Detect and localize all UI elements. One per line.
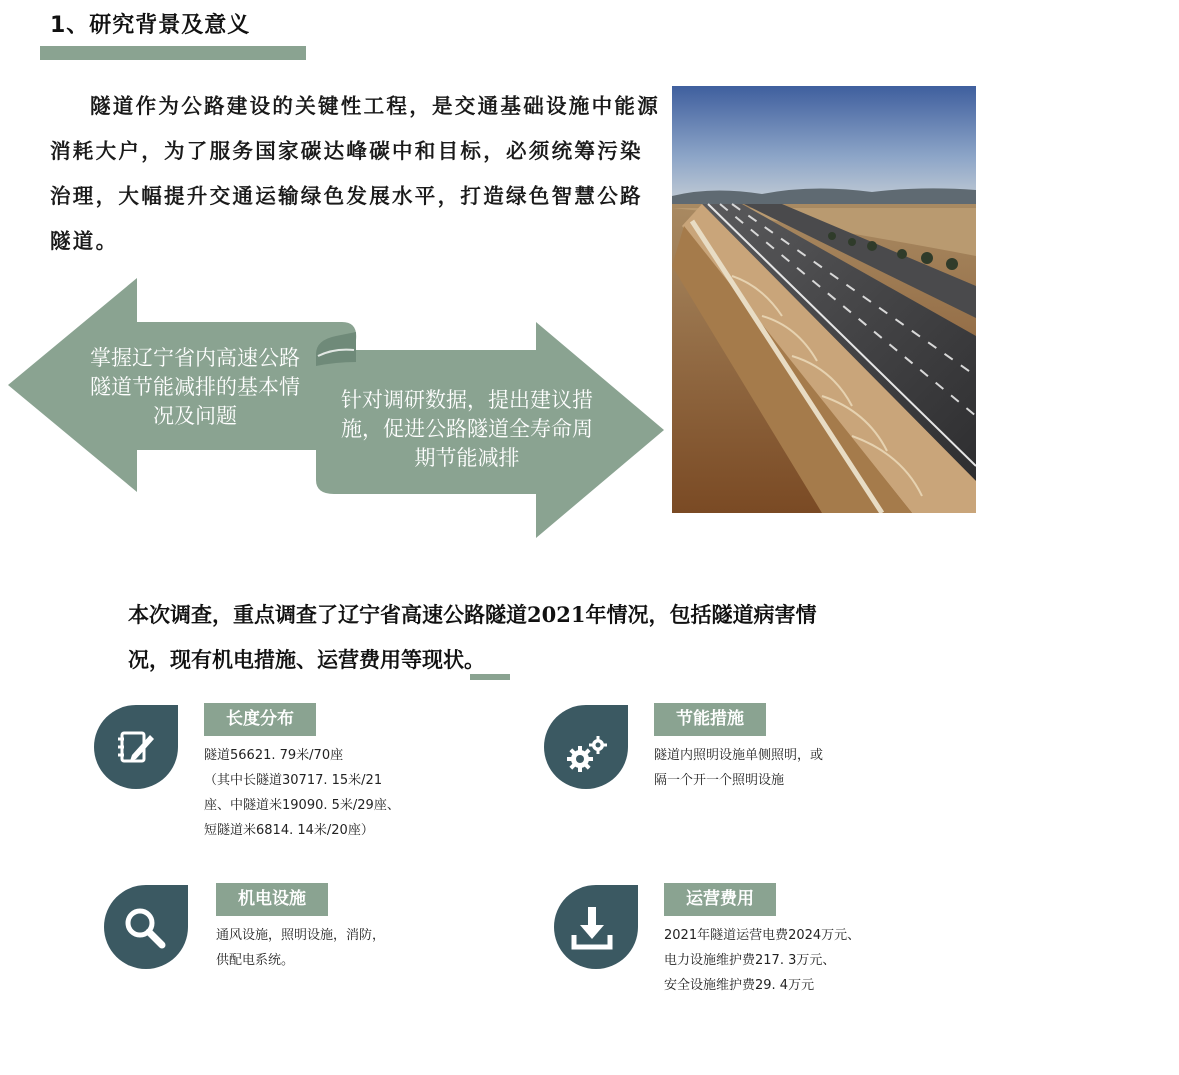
label-operating-cost: 运营费用: [664, 883, 776, 916]
label-length-distribution: 长度分布: [204, 703, 316, 736]
arrow-right-text: 针对调研数据，提出建议措施，促进公路隧道全寿命周期节能减排: [341, 388, 593, 470]
arrow-left-text: 掌握辽宁省内高速公路隧道节能减排的基本情况及问题: [90, 346, 300, 428]
desc-energy-saving: 隧道内照明设施单侧照明，或 隔一个开一个照明设施: [654, 748, 824, 788]
label-mechanical-electrical: 机电设施: [216, 883, 328, 916]
notebook-edit-icon: [92, 703, 180, 791]
title-underline-bar: [40, 46, 306, 60]
label-energy-saving: 节能措施: [654, 703, 766, 736]
desc-mechanical-electrical: 通风设施，照明设施，消防， 供配电系统。: [216, 928, 386, 968]
desc-length-distribution: 隧道56621. 79米/70座 （其中长隧道30717. 15米/21 座、中隧道米19090. 5米/29座、 短隧道米6814. 14米/20座）: [204, 748, 400, 838]
search-icon: [102, 883, 190, 971]
desc-operating-cost: 2021年隧道运营电费2024万元、 电力设施维护费217. 3万元、 安全设施维护费29. 4万元: [664, 928, 861, 993]
gears-icon: [542, 703, 630, 791]
survey-paragraph: 本次调查，重点调查了辽宁省高速公路隧道2021年情况，包括隧道病害情况，现有机电措施、运营费用等现状。: [128, 602, 817, 672]
highway-photo: [672, 86, 976, 513]
intro-paragraph: 隧道作为公路建设的关键性工程，是交通基础设施中能源消耗大户，为了服务国家碳达峰碳中和目标，必须统筹污染治理，大幅提升交通运输绿色发展水平，打造绿色智慧公路隧道。: [50, 94, 660, 253]
survey-underline-bar: [470, 674, 510, 680]
download-icon: [552, 883, 640, 971]
section-title: 1、研究背景及意义: [50, 13, 251, 38]
